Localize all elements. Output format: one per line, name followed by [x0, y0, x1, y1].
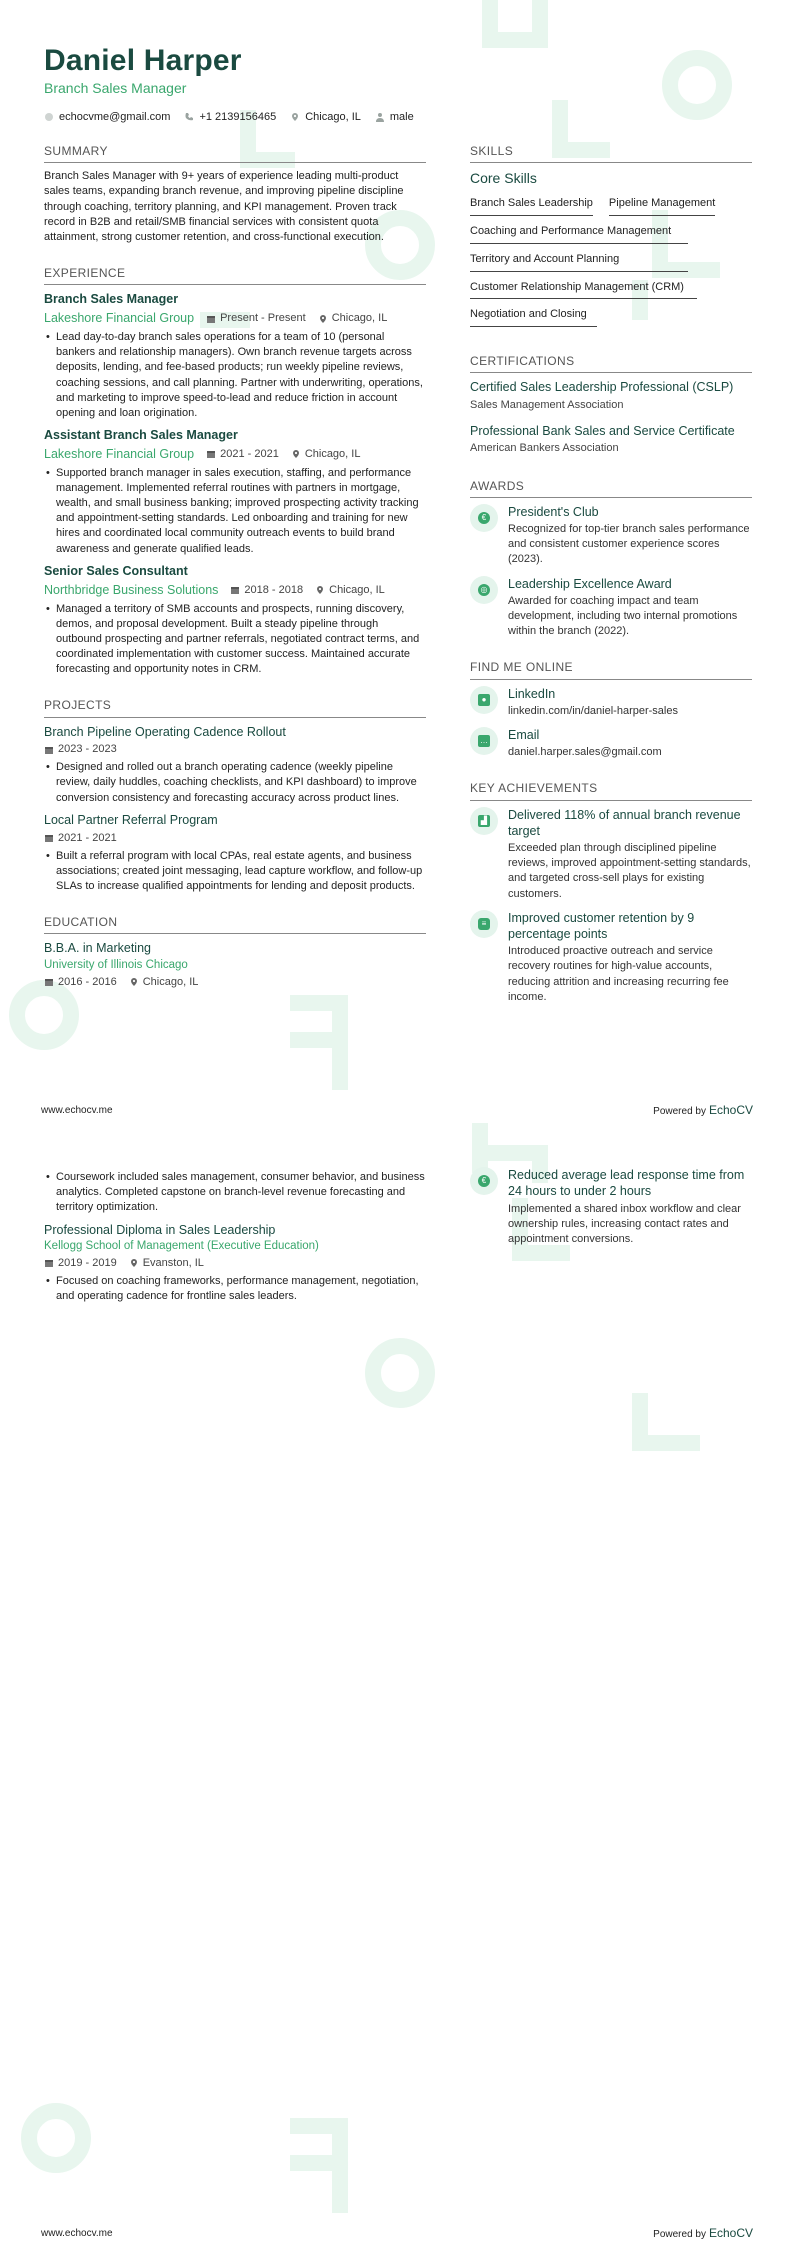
education-location: Evanston, IL	[142, 1256, 204, 1269]
experience-bullet: • Supported branch manager in sales execution, staffing, and performance management. Implemented referral routines with partners in mortgage, wealth, and small business banking; improved prospecting activity tracking and appointment-setting standards. Led onboarding and training for new hires and coordinated local community outreach events to build brand awareness and generate qualified leads.	[44, 466, 426, 557]
achievement-item	[470, 807, 752, 902]
contact-gender	[375, 110, 414, 125]
skill-tag: Pipeline Management	[609, 192, 715, 216]
award-item	[470, 504, 752, 568]
skill-tag: Negotiation and Closing	[470, 303, 597, 327]
calendar-icon	[44, 977, 54, 987]
experience-title: Branch Sales Manager	[44, 292, 179, 307]
calendar-icon	[230, 585, 240, 595]
projects-heading: PROJECTS	[44, 697, 426, 717]
location-pin-icon	[291, 449, 301, 459]
experience-location: Chicago, IL	[329, 583, 385, 596]
achievement-title: Improved customer retention by 9 percentage points	[508, 910, 695, 942]
awards-heading: AWARDS	[470, 478, 752, 498]
contact-email[interactable]	[44, 110, 170, 125]
skill-tag: Coaching and Performance Management	[470, 220, 688, 244]
experience-item	[44, 427, 426, 557]
experience-bullet: • Lead day-to-day branch sales operations for a team of 10 (personal bankers and relationship managers). Own branch revenue targets across deposits, lending, and fee-based products; run weekly pipeline reviews, coaching sessions, and call planning. Partner with underwriting, operations, and marketing to improve speed-to-lead and reduce friction in account opening and loan origination.	[44, 330, 426, 421]
education-dates: 2016 - 2016	[58, 975, 117, 988]
education-dates: 2019 - 2019	[58, 1256, 117, 1269]
award-title: President's Club	[508, 504, 599, 519]
summary-heading: SUMMARY	[44, 143, 426, 163]
award-item	[470, 576, 752, 640]
certification-item	[470, 379, 752, 412]
skills-list	[470, 192, 752, 331]
experience-title: Senior Sales Consultant	[44, 563, 188, 578]
experience-company: Lakeshore Financial Group	[44, 446, 195, 461]
experience-location: Chicago, IL	[304, 447, 361, 460]
brand-logo[interactable]: EchoCV	[708, 2226, 753, 2240]
award-title: Leadership Excellence Award	[508, 576, 672, 591]
online-label: LinkedIn	[508, 686, 556, 701]
footer-powered	[653, 1102, 753, 1119]
resume-page-2	[0, 1123, 794, 2246]
footer-powered	[653, 2225, 753, 2242]
certification-org: Sales Management Association	[470, 398, 624, 411]
education-school: Kellogg School of Management (Executive Education)	[44, 1240, 319, 1253]
experience-heading: EXPERIENCE	[44, 265, 426, 285]
brand-logo[interactable]: EchoCV	[708, 1103, 753, 1117]
calendar-icon	[44, 833, 54, 843]
online-value[interactable]: linkedin.com/in/daniel-harper-sales	[508, 704, 678, 717]
calendar-icon	[44, 745, 54, 755]
calendar-icon	[206, 314, 216, 324]
education-heading: EDUCATION	[44, 914, 426, 934]
candidate-name: Daniel Harper	[44, 44, 242, 77]
education-school: University of Illinois Chicago	[44, 959, 188, 972]
candidate-title: Branch Sales Manager	[44, 80, 187, 96]
education-bullet: • Coursework included sales management, consumer behavior, and business analytics. Completed capstone on branch-level revenue forecasting and territory optimization.	[44, 1170, 426, 1216]
certifications-heading: CERTIFICATIONS	[470, 353, 752, 373]
education-bullet: • Focused on coaching frameworks, performance management, negotiation, and operating cadence for frontline sales leaders.	[44, 1274, 426, 1304]
experience-dates: 2021 - 2021	[220, 447, 279, 460]
achievement-title: Delivered 118% of annual branch revenue target	[508, 807, 741, 838]
achievement-title: Reduced average lead response time from 24 hours to under 2 hours	[508, 1168, 745, 1199]
medal-icon: €	[470, 1167, 498, 1195]
education-item	[44, 1222, 426, 1305]
chat-icon: …	[470, 727, 498, 755]
location-pin-icon	[129, 977, 139, 987]
project-item	[44, 724, 426, 806]
achievements-heading: KEY ACHIEVEMENTS	[470, 780, 752, 800]
education-degree: Professional Diploma in Sales Leadership	[44, 1222, 276, 1237]
project-title: Branch Pipeline Operating Cadence Rollout	[44, 724, 286, 739]
phone-icon	[184, 112, 194, 122]
experience-location: Chicago, IL	[331, 312, 388, 325]
experience-dates: 2018 - 2018	[244, 583, 304, 596]
certification-title: Professional Bank Sales and Service Certificate	[470, 423, 735, 438]
project-bullet: • Designed and rolled out a branch operating cadence (weekly pipeline review, daily huddles, coaching checklists, and KPI dashboard) to improve conversion consistency and forecasting accuracy across product lines.	[44, 760, 426, 806]
experience-title: Assistant Branch Sales Manager	[44, 428, 238, 443]
location-text: Chicago, IL	[305, 110, 361, 123]
skills-heading: SKILLS	[470, 143, 752, 163]
achievement-item	[470, 1167, 752, 1247]
project-dates: 2023 - 2023	[58, 743, 117, 756]
chart-icon: ▟	[470, 807, 498, 835]
contact-bar	[44, 110, 426, 125]
camera-icon: ●	[470, 686, 498, 714]
email-icon	[44, 112, 54, 122]
experience-company: Lakeshore Financial Group	[44, 311, 195, 326]
summary-text: Branch Sales Manager with 9+ years of experience leading multi-product sales teams, expanding branch revenue, and improving pipeline discipline through coaching, territory planning, and KPI management. Proven track record in B2B and retail/SMB financial services with consistent quota attainment, strong customer retention, and cross-functional execution.	[44, 170, 404, 243]
achievement-desc: Implemented a shared inbox workflow and clear ownership rules, increasing contact rates and appointment conversions.	[508, 1202, 741, 1245]
powered-by-label: Powered by	[653, 2229, 706, 2240]
online-heading: FIND ME ONLINE	[470, 659, 752, 679]
powered-by-label: Powered by	[653, 1106, 706, 1117]
experience-item	[44, 563, 426, 678]
skill-tag: Territory and Account Planning	[470, 248, 688, 272]
email-text: echocvme@gmail.com	[59, 110, 171, 123]
online-value[interactable]: daniel.harper.sales@gmail.com	[508, 746, 662, 759]
location-pin-icon	[290, 112, 300, 122]
certification-title: Certified Sales Leadership Professional (CSLP)	[470, 380, 734, 395]
online-item[interactable]	[470, 727, 752, 760]
contact-location	[290, 110, 361, 125]
project-title: Local Partner Referral Program	[44, 812, 218, 827]
location-pin-icon	[129, 1258, 139, 1268]
project-item	[44, 812, 426, 894]
experience-bullet: • Managed a territory of SMB accounts and prospects, running discovery, demos, and proposal development. Built a steady pipeline through outbound prospecting and partner referrals, negotiated contract terms, and coordinated implementation with customer success. Maintained accurate forecasting and opportunity notes in CRM.	[44, 602, 426, 678]
achievement-item	[470, 910, 752, 1005]
gender-text: male	[389, 110, 414, 123]
calendar-icon	[44, 1258, 54, 1268]
certification-item	[470, 423, 752, 456]
medal-icon: €	[470, 504, 498, 532]
achievement-desc: Exceeded plan through disciplined pipeline reviews, improved appointment-setting standards, and targeted cross-sell plays for existing customers.	[508, 842, 751, 900]
database-icon: ≡	[470, 910, 498, 938]
calendar-icon	[206, 449, 216, 459]
project-bullet: • Built a referral program with local CPAs, real estate agents, and business associations; created joint messaging, lead capture workflow, and follow-up SLAs to increase qualified appointments for lending and deposit products.	[44, 849, 426, 895]
person-icon	[375, 112, 385, 122]
award-desc: Recognized for top-tier branch sales performance and consistent customer experience scores (2023).	[508, 523, 750, 566]
online-label: Email	[508, 728, 540, 742]
footer-site[interactable]: www.echocv.me	[41, 1105, 113, 1116]
footer-site[interactable]: www.echocv.me	[41, 2228, 113, 2239]
experience-item	[44, 291, 426, 421]
skill-tag: Customer Relationship Management (CRM)	[470, 276, 697, 300]
phone-text: +1 2139156465	[199, 110, 277, 123]
certification-org: American Bankers Association	[470, 441, 619, 454]
location-pin-icon	[315, 585, 325, 595]
award-desc: Awarded for coaching impact and team development, including two internal promotions within the branch (2022).	[508, 594, 738, 638]
skill-tag: Branch Sales Leadership	[470, 192, 593, 216]
target-icon: ◎	[470, 576, 498, 604]
education-location: Chicago, IL	[142, 975, 199, 988]
experience-company: Northbridge Business Solutions	[44, 582, 219, 597]
project-dates: 2021 - 2021	[58, 831, 117, 844]
experience-dates: Present - Present	[220, 312, 306, 325]
achievement-desc: Introduced proactive outreach and service recovery routines for high-value accounts, reducing attrition and increasing recurring fee income.	[508, 945, 729, 1003]
education-degree: B.B.A. in Marketing	[44, 941, 151, 956]
core-skills-heading: Core Skills	[470, 170, 537, 187]
location-pin-icon	[318, 314, 328, 324]
education-item	[44, 940, 426, 989]
contact-phone[interactable]	[184, 110, 276, 125]
online-item[interactable]	[470, 686, 752, 719]
